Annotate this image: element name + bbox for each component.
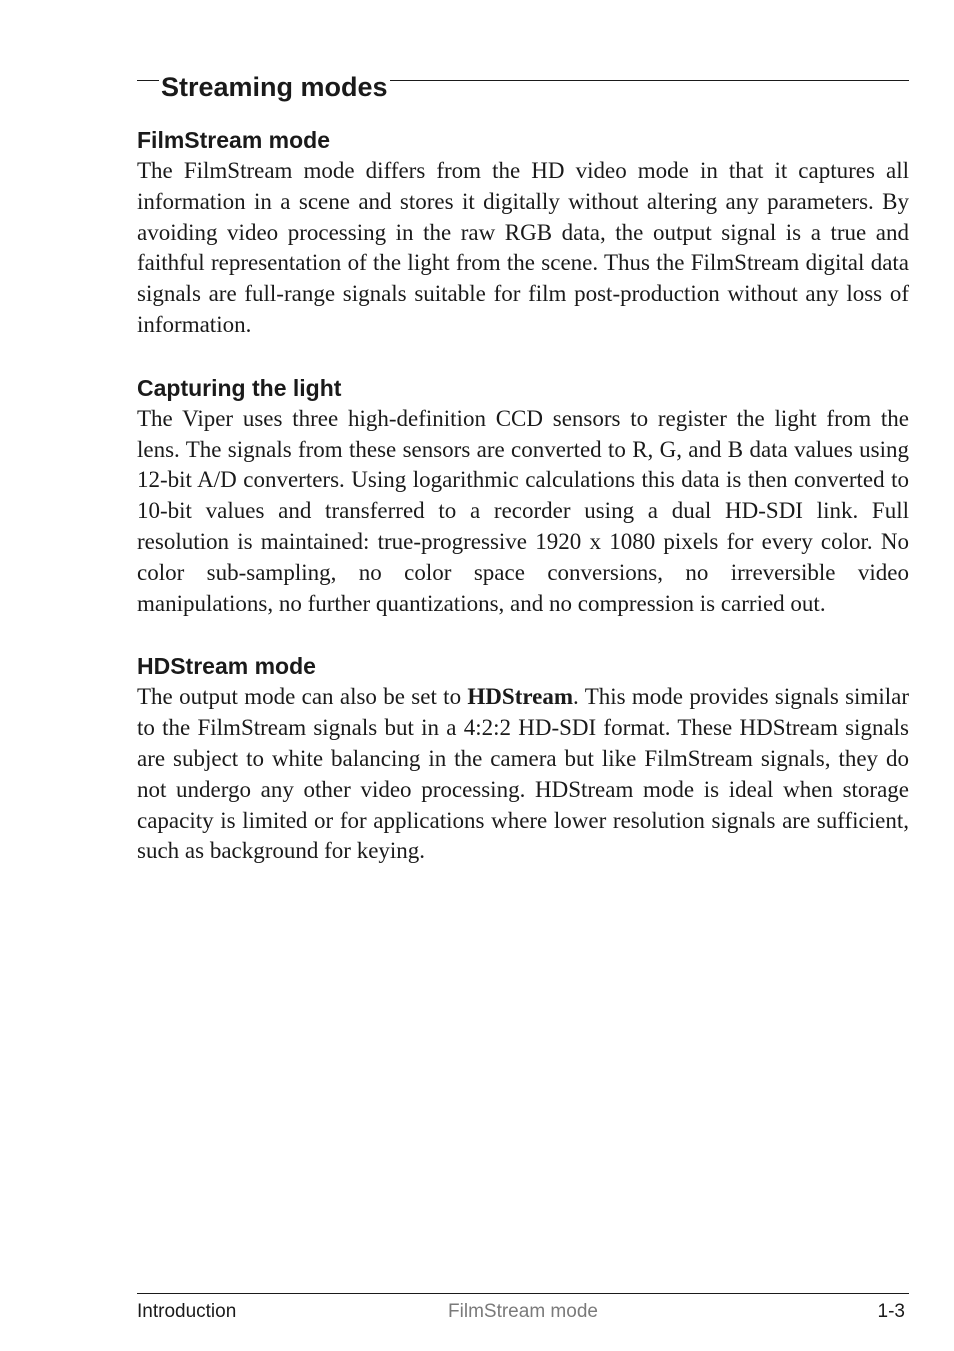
- footer-section: FilmStream mode: [448, 1301, 598, 1322]
- paragraph-text: The output mode can also be set to: [137, 684, 468, 710]
- footer-chapter: Introduction: [137, 1301, 237, 1322]
- section-heading: HDStream mode: [137, 653, 316, 680]
- section-paragraph: [137, 682, 909, 867]
- section-capturing-the-light: [137, 372, 909, 620]
- section-paragraph: The Viper uses three high-definition CCD sensors to register the light from the lens. The signals from these sensors are converted to R, G, and B data values using 12-bit A/D converters. Using logarithmic calculations this data is then converted to 10-bit values and transferred to a recorder using a dual HD-SDI link. Full resolution is maintained: true-progressive 1920 x 1080 pixels for every color. No color sub-sampling, no color space conversions, no irreversible video manipulations, no further quantizations, and no compression is carried out.: [137, 405, 909, 616]
- section-paragraph: The FilmStream mode differs from the HD video mode in that it captures all information in a scene and stores it digitally without altering any parameters. By avoiding video processing in the raw RGB data, the output signal is a true and faithful representation of the light from the scene. Thus the FilmStream digital data signals are full-range signals suitable for film post-production without any loss of information.: [137, 158, 909, 337]
- section-heading: Capturing the light: [137, 374, 342, 401]
- main-content: [137, 124, 909, 898]
- section-heading: FilmStream mode: [137, 127, 330, 153]
- section-hdstream-mode: [137, 650, 909, 867]
- page-title: Streaming modes: [161, 72, 388, 103]
- page-footer: [137, 1293, 909, 1330]
- page-header: [137, 52, 909, 103]
- page-number: 1-3: [877, 1301, 905, 1322]
- bold-term-hdstream: HDStream: [467, 684, 574, 710]
- paragraph-text: . This mode provides signals similar to the FilmStream signals but in a 4:2:2 HD-SDI format. These HDStream signals are subject to white balancing in the camera but like FilmStream signals, they do not undergo any other video processing. HDStream mode is ideal when storage capacity is limited or for applications where lower resolution signals are sufficient, such as background for keying.: [137, 684, 909, 864]
- section-filmstream-mode: [137, 124, 909, 341]
